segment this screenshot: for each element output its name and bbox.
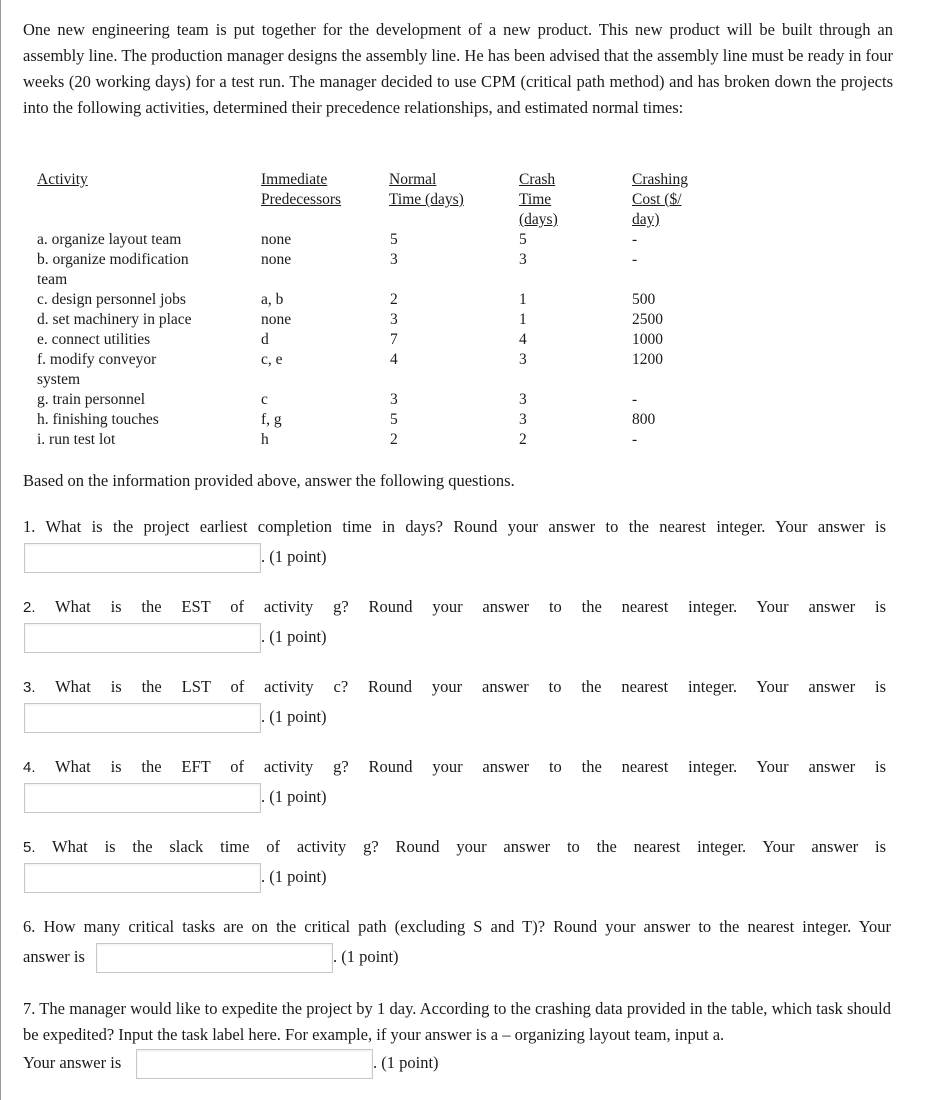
question-3-text — [23, 676, 886, 699]
question-5-answer-input[interactable] — [24, 863, 261, 893]
header-crashing-cost: Crashing Cost ($/ day) — [632, 171, 688, 228]
table-row-d-normal: 3 — [390, 311, 398, 328]
table-row-h-cost: 800 — [632, 411, 656, 428]
question-2-answer-input[interactable] — [24, 623, 261, 653]
table-row-b-cost: - — [632, 251, 638, 268]
table-row-i-cost: - — [632, 431, 638, 448]
table-row-d-cost: 2500 — [632, 311, 663, 328]
table-row-b-crash: 3 — [519, 251, 527, 268]
question-6-text: 6. How many critical tasks are on the critical path (excluding S and T)? Round your answer to the nearest integer. Your — [23, 917, 891, 936]
table-row-h-crash: 3 — [519, 411, 527, 428]
table-row-f-normal: 4 — [390, 351, 398, 368]
question-2-number: 2. — [23, 599, 36, 616]
question-5-text — [23, 836, 886, 859]
table-row-f-pred: c, e — [261, 351, 283, 368]
header-predecessors: Immediate Predecessors — [261, 171, 342, 208]
question-3-body: What is the LST of activity c? Round your answer to the nearest integer. Your answer is — [35, 677, 886, 696]
question-4-number: 4. — [23, 759, 36, 776]
question-4-body: What is the EFT of activity g? Round your answer to the nearest integer. Your answer is — [35, 757, 886, 776]
table-row-e-pred: d — [261, 331, 269, 348]
table-row-g-pred: c — [261, 391, 268, 408]
table-row-a-pred: none — [261, 231, 292, 248]
table-row-e-normal: 7 — [390, 331, 398, 348]
question-5-points: . (1 point) — [261, 867, 327, 886]
question-1-answer-input[interactable] — [24, 543, 261, 573]
question-2-body: What is the EST of activity g? Round your answer to the nearest integer. Your answer is — [35, 597, 886, 616]
table-row-c-cost: 500 — [632, 291, 656, 308]
table-row-b-normal: 3 — [390, 251, 398, 268]
question-6-answer-input[interactable] — [96, 943, 333, 973]
table-row-g-activity: g. train personnel — [37, 391, 146, 408]
instructions: Based on the information provided above, answer the following questions. — [23, 471, 515, 490]
table-row-f-cost: 1200 — [632, 351, 663, 368]
question-3-points: . (1 point) — [261, 707, 327, 726]
question-1-text: 1. What is the project earliest completion time in days? Round your answer to the nearest integer. Your answer is — [23, 517, 886, 536]
left-border — [0, 0, 1, 1100]
table-row-i-normal: 2 — [390, 431, 398, 448]
question-5-body: What is the slack time of activity g? Round your answer to the nearest integer. Your answer is — [35, 837, 886, 856]
question-6-answer-label: answer is — [23, 947, 85, 966]
table-row-h-normal: 5 — [390, 411, 398, 428]
question-7-answer-input[interactable] — [136, 1049, 373, 1079]
table-row-a-normal: 5 — [390, 231, 398, 248]
table-row-a-activity: a. organize layout team — [37, 231, 182, 248]
header-normal-time: Normal Time (days) — [389, 171, 464, 208]
table-row-h-activity: h. finishing touches — [37, 411, 159, 428]
header-activity: Activity — [37, 171, 88, 188]
table-row-i-activity: i. run test lot — [37, 431, 116, 448]
table-row-c-crash: 1 — [519, 291, 527, 308]
table-row-d-crash: 1 — [519, 311, 527, 328]
table-row-g-normal: 3 — [390, 391, 398, 408]
question-1-points: . (1 point) — [261, 547, 327, 566]
table-row-b-pred: none — [261, 251, 292, 268]
table-row-e-cost: 1000 — [632, 331, 663, 348]
table-row-f-activity: f. modify conveyor system — [37, 351, 157, 388]
question-3-number: 3. — [23, 679, 36, 696]
table-row-e-activity: e. connect utilities — [37, 331, 151, 348]
intro-paragraph: One new engineering team is put together for the development of a new product. This new product will be built through an assembly line. The production manager designs the assembly line. He has been advised that the assembly line must be ready in four weeks (20 working days) for a test run. The manager decided to use CPM (critical path method) and has broken down the projects into the following activities, determined their precedence relationships, and estimated normal times: — [23, 20, 893, 117]
question-5-number: 5. — [23, 839, 36, 856]
table-row-a-crash: 5 — [519, 231, 527, 248]
question-6-points: . (1 point) — [333, 947, 399, 966]
question-2-text — [23, 596, 886, 619]
table-row-g-cost: - — [632, 391, 638, 408]
question-4-text — [23, 756, 886, 779]
table-row-c-normal: 2 — [390, 291, 398, 308]
question-4-points: . (1 point) — [261, 787, 327, 806]
table-row-h-pred: f, g — [261, 411, 282, 428]
question-3-answer-input[interactable] — [24, 703, 261, 733]
table-row-a-cost: - — [632, 231, 638, 248]
table-row-d-activity: d. set machinery in place — [37, 311, 192, 328]
table-row-i-crash: 2 — [519, 431, 527, 448]
table-row-c-pred: a, b — [261, 291, 284, 308]
table-row-d-pred: none — [261, 311, 292, 328]
question-7-answer-label: Your answer is — [23, 1053, 122, 1072]
table-row-f-crash: 3 — [519, 351, 527, 368]
header-crash-time: Crash Time (days) — [519, 171, 558, 228]
table-row-g-crash: 3 — [519, 391, 527, 408]
question-7-points: . (1 point) — [373, 1053, 439, 1072]
table-row-i-pred: h — [261, 431, 269, 448]
question-4-answer-input[interactable] — [24, 783, 261, 813]
table-row-e-crash: 4 — [519, 331, 527, 348]
question-7-text: 7. The manager would like to expedite the project by 1 day. According to the crashing data provided in the table, which task should be expedited? Input the task label here. For example, if your answer is a – organizing layout team, input a. — [23, 999, 891, 1044]
question-2-points: . (1 point) — [261, 627, 327, 646]
table-row-c-activity: c. design personnel jobs — [37, 291, 186, 308]
table-row-b-activity: b. organize modification team — [37, 251, 189, 288]
